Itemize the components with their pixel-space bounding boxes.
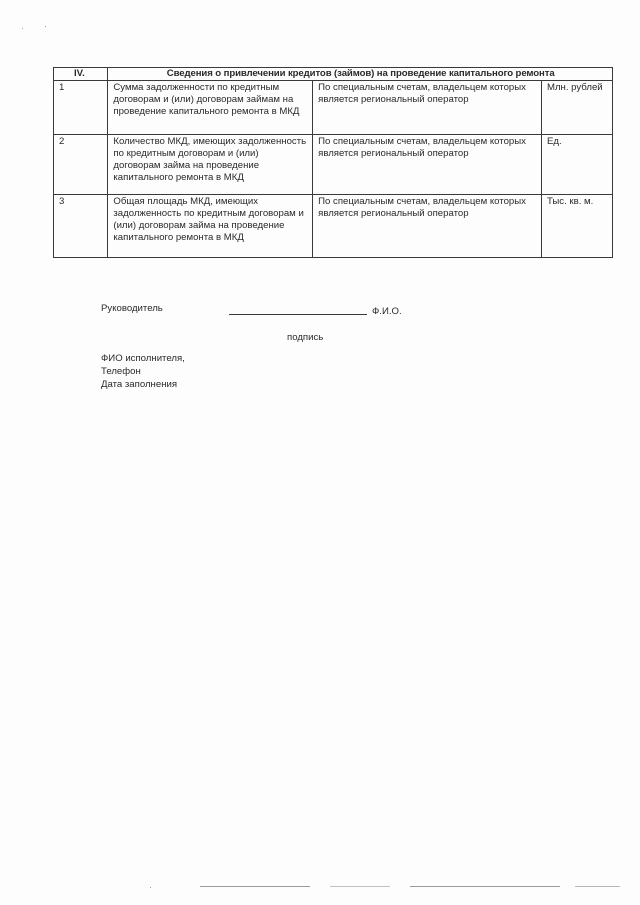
row-account-type: По специальным счетам, владельцем которых является региональный оператор: [313, 81, 542, 135]
date-label: Дата заполнения: [101, 379, 178, 390]
row-unit: Ед.: [541, 135, 612, 195]
row-description: Общая площадь МКД, имеющих задолженность по кредитным договорам и (или) договорам займа на проведение капитального ремонта в МКД: [108, 195, 313, 258]
row-description: Количество МКД, имеющих задолженность по кредитным договорам и (или) договорам займа на проведение капитального ремонта в МКД: [108, 135, 313, 195]
signature-line: [229, 314, 367, 315]
executor-label: ФИО исполнителя,: [101, 353, 185, 364]
signature-caption: подпись: [287, 332, 324, 343]
scan-artifact-line: [575, 886, 620, 887]
table-row: [54, 195, 613, 258]
executor-info-block: [101, 353, 185, 392]
scan-speck: [45, 26, 46, 27]
scan-artifact-line: [410, 886, 560, 887]
head-label: Руководитель: [101, 303, 163, 314]
scan-artifact-line: [330, 886, 390, 887]
phone-label: Телефон: [101, 366, 141, 377]
table-row: [54, 81, 613, 135]
credits-table: [53, 67, 613, 258]
row-account-type: По специальным счетам, владельцем которых является региональный оператор: [313, 135, 542, 195]
row-number: 3: [54, 195, 108, 258]
table-row: [54, 135, 613, 195]
scan-speck: [22, 28, 23, 29]
row-number: 1: [54, 81, 108, 135]
section-header-row: [54, 68, 613, 81]
section-number: IV.: [54, 68, 108, 81]
row-account-type: По специальным счетам, владельцем которых является региональный оператор: [313, 195, 542, 258]
row-unit: Млн. рублей: [541, 81, 612, 135]
scan-artifact-line: [200, 886, 310, 887]
scan-speck: [150, 887, 151, 888]
fio-label: Ф.И.О.: [372, 306, 402, 317]
row-number: 2: [54, 135, 108, 195]
row-description: Сумма задолженности по кредитным договорам и (или) договорам займам на проведение капитального ремонта в МКД: [108, 81, 313, 135]
section-title: Сведения о привлечении кредитов (займов) на проведение капитального ремонта: [108, 68, 613, 81]
row-unit: Тыс. кв. м.: [541, 195, 612, 258]
